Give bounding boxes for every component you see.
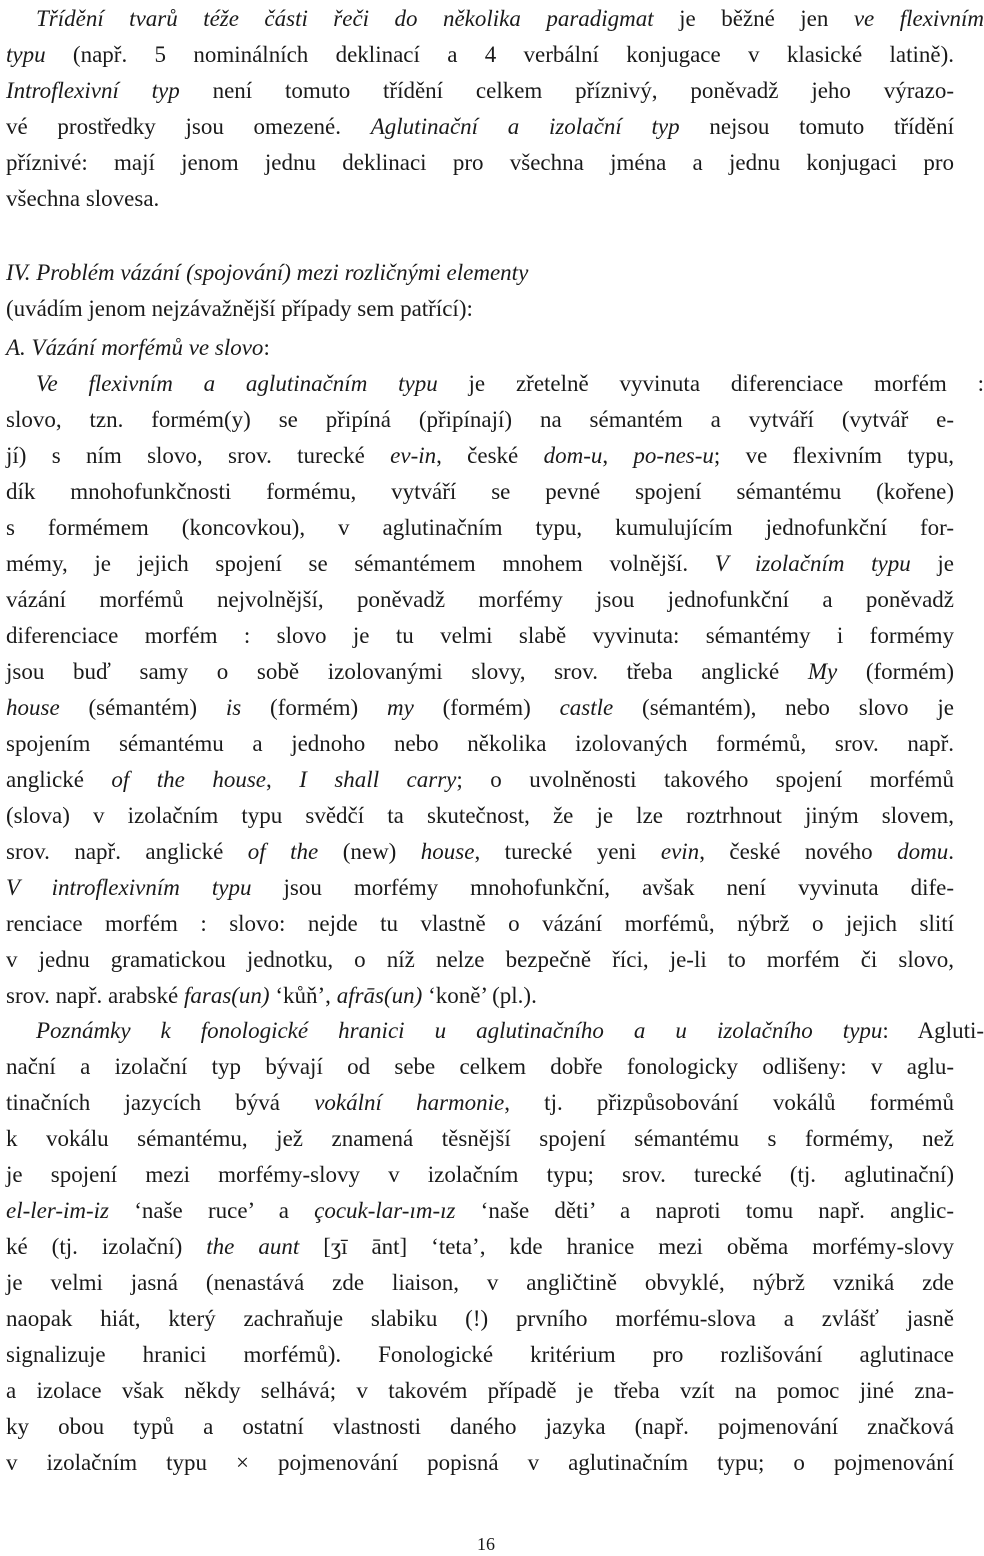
text-run: (slova) v izolačním typu svědčí ta skutečnost, že je lze roztrhnout jiným slovem, bbox=[6, 803, 954, 828]
text-line bbox=[6, 475, 954, 509]
text-run: ; ve flexivním typu, bbox=[713, 443, 954, 468]
text-run: nejsou tomuto třídění bbox=[679, 114, 954, 139]
italic-term: afrās(un) bbox=[336, 983, 423, 1008]
text-run: diferenciace morfém : slovo je tu velmi slabě vyvinuta: sémantémy i formémy bbox=[6, 623, 954, 648]
text-line bbox=[6, 727, 954, 761]
italic-term: domu bbox=[897, 839, 949, 864]
text-run: (formém) bbox=[413, 695, 560, 720]
italic-term: my bbox=[386, 695, 414, 720]
text-line bbox=[6, 583, 954, 617]
text-run: , turecké yeni bbox=[474, 839, 661, 864]
text-run: (sémantém) bbox=[59, 695, 226, 720]
text-line bbox=[6, 979, 954, 1013]
text-run: (new) bbox=[318, 839, 421, 864]
text-run: je běžné jen bbox=[653, 6, 854, 31]
text-run: (např. 5 nominálních deklinací a 4 verbální konjugace v klasické latině). bbox=[45, 42, 954, 67]
text-run: jí) s ním slovo, srov. turecké bbox=[6, 443, 391, 468]
text-line bbox=[6, 1158, 954, 1192]
italic-term: house bbox=[420, 839, 475, 864]
text-line bbox=[6, 547, 954, 581]
italic-term: My bbox=[807, 659, 838, 684]
text-run: (uvádím jenom nejzávažnější případy sem patřící): bbox=[6, 296, 473, 321]
italic-term: evin bbox=[660, 839, 700, 864]
text-line bbox=[6, 907, 954, 941]
text-line bbox=[6, 1410, 954, 1444]
text-run: příznivé: mají jenom jednu deklinaci pro všechna jména a jednu konjugaci pro bbox=[6, 150, 954, 175]
text-line bbox=[6, 146, 954, 180]
text-run: signalizuje hranici morfémů). Fonologické kritérium pro rozlišování aglutinace bbox=[6, 1342, 954, 1367]
text-run: anglické bbox=[6, 767, 112, 792]
text-run: a izolace však někdy selhává; v takovém případě je třeba vzít na pomoc jiné zna- bbox=[6, 1378, 954, 1403]
text-line bbox=[6, 799, 954, 833]
italic-term: çocuk-lar-ım-ız bbox=[314, 1198, 456, 1223]
italic-term: el-ler-im-iz bbox=[6, 1198, 110, 1223]
text-line bbox=[6, 619, 954, 653]
italic-term: is bbox=[225, 695, 242, 720]
text-line bbox=[6, 256, 954, 290]
text-run: v jednu gramatickou jednotku, o níž nelze bezpečně říci, je-li to morfém či slovo, bbox=[6, 947, 954, 972]
text-run: mémy, je jejich spojení se sémantémem mnohem volnější. bbox=[6, 551, 715, 576]
italic-term: Třídění tvarů téže části řeči do několika paradigmat bbox=[36, 6, 654, 31]
text-line bbox=[6, 1302, 954, 1336]
text-run: ‘naše ruce’ a bbox=[109, 1198, 315, 1223]
text-run: (formém) bbox=[241, 695, 387, 720]
text-run: vázání morfémů nejvolnější, poněvadž morfémy jsou jednofunkční a poněvadž bbox=[6, 587, 954, 612]
text-line bbox=[6, 835, 954, 869]
text-run: s formémem (koncovkou), v aglutinačním typu, kumulujícím jednofunkční for- bbox=[6, 515, 954, 540]
text-run: všechna slovesa. bbox=[6, 186, 160, 211]
italic-term: faras(un) bbox=[183, 983, 270, 1008]
text-line bbox=[6, 1266, 954, 1300]
text-run: naopak hiát, který zachraňuje slabiku (!) prvního morfému-slova a zvlášť jasně bbox=[6, 1306, 954, 1331]
text-line bbox=[6, 1446, 954, 1480]
italic-term: dom-u bbox=[543, 443, 603, 468]
text-line bbox=[6, 1338, 954, 1372]
text-run: , bbox=[602, 443, 634, 468]
text-line bbox=[6, 74, 954, 108]
page-number: 16 bbox=[477, 1534, 495, 1554]
text-line bbox=[6, 331, 954, 365]
text-run: : Agluti- bbox=[882, 1018, 984, 1043]
text-run: (sémantém), nebo slovo je bbox=[613, 695, 954, 720]
text-run: je zřetelně vyvinuta diferenciace morfém : bbox=[437, 371, 984, 396]
text-line bbox=[6, 2, 984, 36]
text-run: ky obou typů a ostatní vlastnosti daného jazyka (např. pojmenování značková bbox=[6, 1414, 954, 1439]
italic-term: Introflexivní typ bbox=[6, 78, 180, 103]
text-run: (formém) bbox=[837, 659, 954, 684]
text-line bbox=[6, 1194, 954, 1228]
text-run: je velmi jasná (nenastává zde liaison, v angličtině obvyklé, nýbrž vzniká zde bbox=[6, 1270, 954, 1295]
text-line bbox=[6, 292, 954, 326]
italic-term: Aglutinační a izolační typ bbox=[370, 114, 680, 139]
text-run: srov. např. anglické bbox=[6, 839, 248, 864]
text-run: není tomuto třídění celkem příznivý, poněvadž jeho výrazo- bbox=[179, 78, 954, 103]
italic-term: ev-in bbox=[390, 443, 437, 468]
text-line bbox=[6, 110, 954, 144]
text-line bbox=[6, 763, 954, 797]
text-run: ‘kůň’, bbox=[269, 983, 337, 1008]
italic-term: Ve flexivním a aglutinačním typu bbox=[36, 371, 438, 396]
text-run: je bbox=[910, 551, 954, 576]
text-run: ké (tj. izolační) bbox=[6, 1234, 207, 1259]
document-page bbox=[6, 0, 984, 1556]
text-run: v izolačním typu × pojmenování popisná v aglutinačním typu; o pojmenování bbox=[6, 1450, 954, 1475]
text-run: vé prostředky jsou omezené. bbox=[6, 114, 371, 139]
text-run: ‘naše děti’ a naproti tomu např. anglic- bbox=[455, 1198, 954, 1223]
text-run: : bbox=[263, 335, 270, 360]
italic-term: A. Vázání morfémů ve slovo bbox=[6, 335, 264, 360]
text-run: je spojení mezi morfémy-slovy v izolačním typu; srov. turecké (tj. aglutinační) bbox=[6, 1162, 954, 1187]
text-line bbox=[6, 1014, 984, 1048]
italic-term: typu bbox=[6, 42, 46, 67]
text-run: , bbox=[265, 767, 300, 792]
italic-term: vokální harmonie bbox=[314, 1090, 505, 1115]
text-line bbox=[6, 1230, 954, 1264]
text-line bbox=[6, 655, 954, 689]
italic-term: I shall carry bbox=[299, 767, 457, 792]
text-line bbox=[6, 1374, 954, 1408]
text-run: srov. např. arabské bbox=[6, 983, 184, 1008]
text-line bbox=[6, 182, 954, 216]
italic-term: IV. Problém vázání (spojování) mezi rozličnými elementy bbox=[6, 260, 529, 285]
text-run: jsou buď samy o sobě izolovanými slovy, srov. třeba anglické bbox=[6, 659, 808, 684]
italic-term: of the house bbox=[111, 767, 266, 792]
text-run: tinačních jazycích bývá bbox=[6, 1090, 315, 1115]
italic-term: ve flexivním bbox=[853, 6, 984, 31]
italic-term: V izolačním typu bbox=[714, 551, 911, 576]
text-run: . bbox=[948, 839, 954, 864]
text-run: , tj. přizpůsobování vokálů formémů bbox=[504, 1090, 954, 1115]
italic-term: V introflexivním typu bbox=[6, 875, 252, 900]
text-line bbox=[6, 1122, 954, 1156]
text-run: spojením sémantému a jednoho nebo několika izolovaných formémů, srov. např. bbox=[6, 731, 954, 756]
text-run: , české bbox=[436, 443, 544, 468]
italic-term: po-nes-u bbox=[633, 443, 714, 468]
text-line bbox=[6, 367, 984, 401]
italic-term: house bbox=[6, 695, 60, 720]
text-run: ; o uvolněnosti takového spojení morfémů bbox=[456, 767, 955, 792]
italic-term: Poznámky k fonologické hranici u aglutinačního a u izolačního typu bbox=[36, 1018, 883, 1043]
text-run: slovo, tzn. formém(y) se připíná (připínají) na sémantém a vytváří (vytvář e- bbox=[6, 407, 954, 432]
text-run: , české nového bbox=[699, 839, 898, 864]
text-line bbox=[6, 943, 954, 977]
text-line bbox=[6, 871, 954, 905]
text-line bbox=[6, 691, 954, 725]
text-run: jsou morfémy mnohofunkční, avšak není vyvinuta dife- bbox=[251, 875, 955, 900]
text-run: nační a izolační typ bývají od sebe celkem dobře fonologicky odlišeny: v aglu- bbox=[6, 1054, 954, 1079]
text-run: dík mnohofunkčnosti formému, vytváří se pevné spojení sémantému (kořene) bbox=[6, 479, 954, 504]
text-run: ‘koně’ (pl.). bbox=[422, 983, 537, 1008]
text-line bbox=[6, 1086, 954, 1120]
italic-term: of the bbox=[247, 839, 319, 864]
text-line bbox=[6, 1050, 954, 1084]
italic-term: castle bbox=[559, 695, 614, 720]
text-run: k vokálu sémantému, jež znamená těsnější spojení sémantému s formémy, než bbox=[6, 1126, 954, 1151]
text-run: [ʒī ānt] ‘teta’, kde hranice mezi oběma morfémy-slovy bbox=[299, 1234, 954, 1259]
text-run: renciace morfém : slovo: nejde tu vlastně o vázání morfémů, nýbrž o jejich slití bbox=[6, 911, 954, 936]
text-line bbox=[6, 403, 954, 437]
text-line bbox=[6, 439, 954, 473]
italic-term: the aunt bbox=[206, 1234, 300, 1259]
text-line bbox=[6, 511, 954, 545]
text-line bbox=[6, 38, 954, 72]
